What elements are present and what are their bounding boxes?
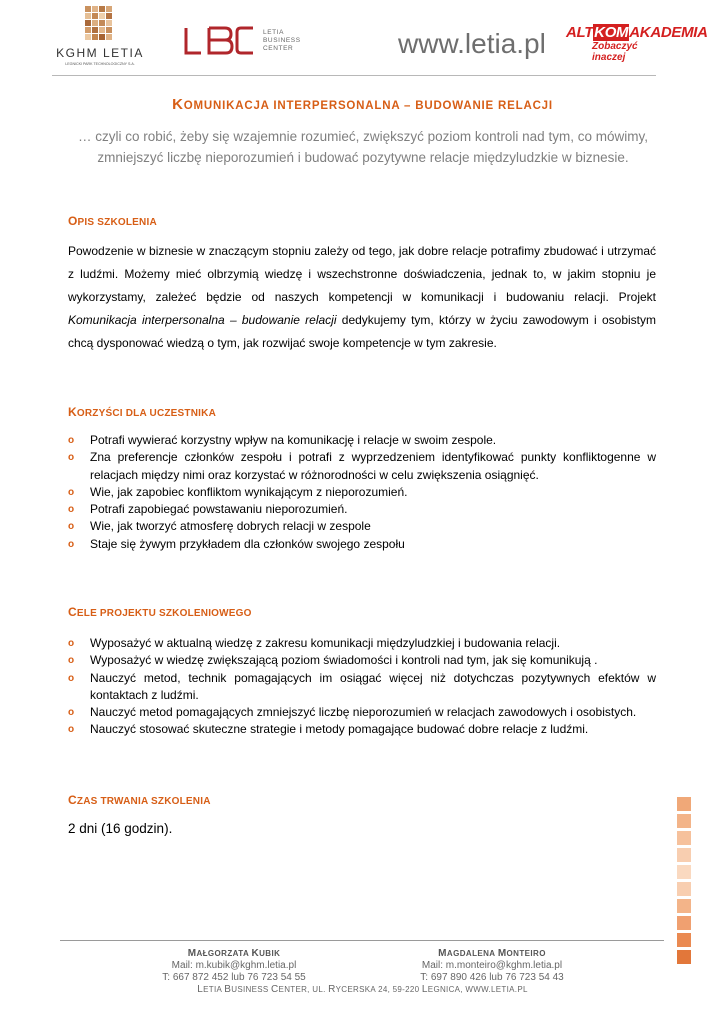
altkom-alt: ALT [566,24,594,41]
list-item-text: Potrafi zapobiegać powstawaniu nieporozumień. [90,502,348,517]
contact-left-mail[interactable]: Mail: m.kubik@kghm.letia.pl [171,960,297,971]
decorative-square [677,848,691,862]
decorative-square [677,814,691,828]
footer-address: LETIA BUSINESS CENTER, UL. RYCERSKA 24, 59-220 LEGNICA, WWW.LETIA.PL [197,984,528,995]
lbc-text-line-1: LETIA [263,29,285,36]
bullet-icon: o [68,521,75,533]
opis-text-start: Powodzenie w biznesie w znaczącym stopniu zależy od tego, jak dobre relacje potrafimy zbudować i utrzymać z ludźmi. Możemy mieć olbrzymią wiedzę i wszechstronne doświadczenia, jednak to, w jakim stopniu je wykorzystamy, zależeć będzie od naszych kompetencji w komunikacji i budowaniu relacji. Projekt [68,244,656,304]
korzysci-list [68,432,656,553]
section-heading-korzysci: KORZYŚCI DLA UCZESTNIKA [68,405,216,419]
document-subtitle: … czyli co robić, żeby się wzajemnie rozumieć, zwiększyć poziom kontroli nad tym, co mówimy, zmniejszyć liczbę nieporozumień i budować pozytywne relacje międzyludzkie w biznesie. [78,129,648,165]
opis-text-end: dedykujemy tym, którzy w życiu zawodowym i osobistym chcą dysponować wiedzą o tym, jak rozwijać swoje kompetencje w tym zakresie. [68,313,657,350]
bullet-icon: o [68,486,75,498]
list-item [68,501,656,518]
section-heading-cele: CELE PROJEKTU SZKOLENIOWEGO [68,605,252,619]
list-item [68,484,656,501]
opis-paragraph [68,240,656,355]
opis-text-italic: Komunikacja interpersonalna – budowanie relacji [68,313,337,327]
list-item [68,536,656,553]
list-item [68,432,656,449]
altkom-kom: KOM [594,24,629,41]
lbc-text-line-2: BUSINESS [263,37,301,44]
list-item-text: Potrafi wywierać korzystny wpływ na komunikację i relacje w swoim zespole. [90,433,497,447]
bullet-icon: o [68,638,75,649]
decorative-square [677,933,691,947]
list-item-text: Wie, jak zapobiec konfliktom wynikającym z nieporozumień. [90,484,408,499]
contact-right [362,948,622,984]
list-item-text: Nauczyć stosować skuteczne strategie i metody pomagające budować dobre relacje z ludźmi. [90,722,589,737]
kghm-letia-logo [52,6,148,70]
document-title: KOMUNIKACJA INTERPERSONALNA – BUDOWANIE RELACJI [172,96,553,113]
list-item [68,518,656,535]
list-item-text: Nauczyć metod pomagających zmniejszyć liczbę nieporozumień w relacjach zawodowych i osobistych. [90,705,637,720]
list-item [68,652,656,669]
lbc-text-line-3: CENTER [263,45,294,52]
altkom-akademia: AKADEMIA [629,24,708,41]
list-item [68,721,656,738]
list-item-text: Wyposażyć w wiedzę zwiększającą poziom świadomości i kontroli nad tym, jak się komunikują . [90,653,598,668]
footer-divider [60,940,664,941]
bullet-icon: o [68,452,75,464]
kghm-logo-name: KGHM LETIA [56,46,144,60]
decorative-square [677,797,691,811]
contact-left [104,948,364,984]
section-heading-czas: CZAS TRWANIA SZKOLENIA [68,793,211,807]
contact-right-name: MAGDALENA MONTEIRO [438,948,546,959]
decorative-square [677,950,691,964]
list-item [68,449,656,484]
contact-right-phone: T: 697 890 426 lub 76 723 54 43 [420,972,564,983]
list-item [68,704,656,721]
decorative-square [677,882,691,896]
lbc-mark-icon [183,26,255,56]
side-decorative-squares [677,797,691,967]
decorative-square [677,916,691,930]
altkom-tagline: Zobaczyć inaczej [592,41,638,63]
contact-left-name: MAŁGORZATA KUBIK [187,948,281,959]
lbc-logo [183,26,323,56]
section-heading-opis: OPIS SZKOLENIA [68,214,157,228]
list-item-text: Nauczyć metod, technik pomagających im osiągać więcej niż dotychczas pozytywnych efektów w kontaktach z ludźmi. [90,670,656,702]
decorative-square [677,831,691,845]
bullet-icon: o [68,655,75,667]
contact-left-phone: T: 667 872 452 lub 76 723 54 55 [162,972,306,983]
decorative-square [677,899,691,913]
cele-list [68,635,656,739]
bullet-icon: o [68,707,75,719]
kghm-logo-subtitle: LEGNICKI PARK TECHNOLOGICZNY S.A. [65,62,135,66]
bullet-icon: o [68,724,75,736]
list-item-text: Staje się żywym przykładem dla członków swojego zespołu [90,536,405,551]
altkom-akademia-logo [566,24,708,63]
website-url[interactable]: www.letia.pl [398,28,546,59]
kghm-tile-mark-icon [85,6,113,42]
list-item [68,635,656,652]
list-item-text: Wyposażyć w aktualną wiedzę z zakresu komunikacji międzyludzkiej i budowania relacji. [90,636,561,650]
contact-right-mail[interactable]: Mail: m.monteiro@kghm.letia.pl [421,960,563,971]
header-divider [52,75,656,76]
decorative-square [677,865,691,879]
duration-value: 2 dni (16 godzin). [68,821,173,836]
bullet-icon: o [68,538,75,550]
list-item-text: Wie, jak tworzyć atmosferę dobrych relacji w zespole [90,519,371,534]
bullet-icon: o [68,435,75,446]
list-item-text: Zna preferencje członków zespołu i potrafi z wyprzedzeniem identyfikować punkty konfliktogenne w relacjach między nimi oraz korzystać w różnorodności w celu zwiększenia osiągnięć. [90,450,656,482]
list-item [68,670,656,705]
bullet-icon: o [68,504,75,516]
bullet-icon: o [68,672,75,684]
